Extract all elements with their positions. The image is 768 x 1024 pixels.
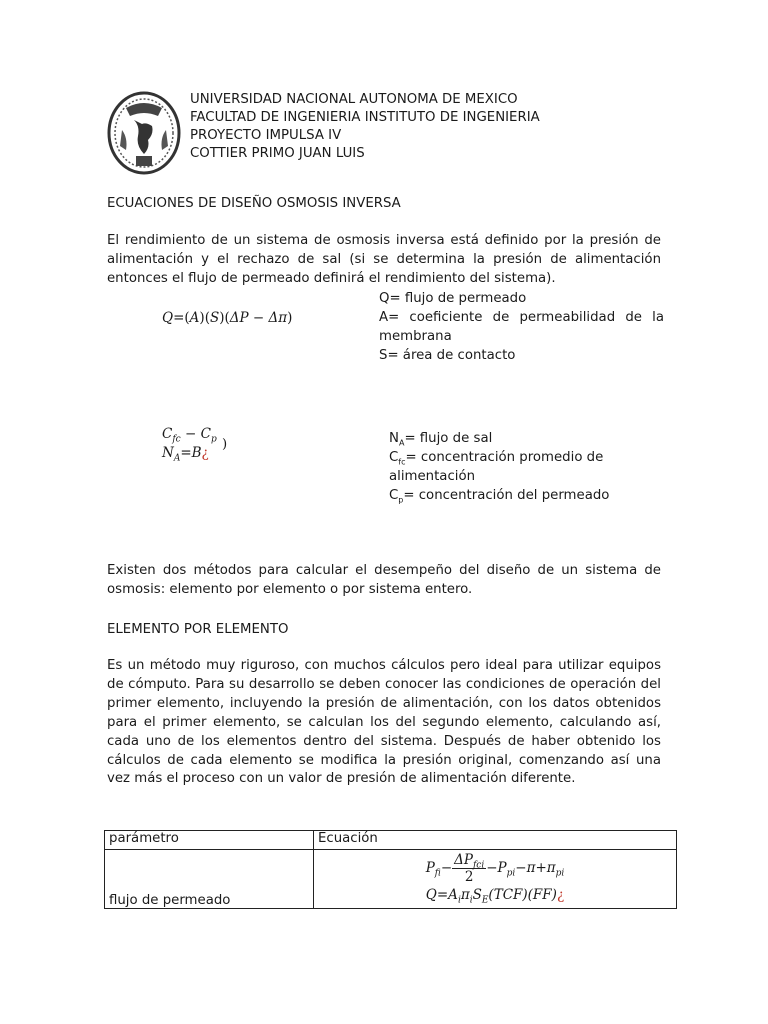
header-equation: Ecuación (314, 831, 677, 850)
header-project: PROYECTO IMPULSA IV (190, 128, 342, 143)
definition-cfc: $C_{fc}=$ concentración promedio de alimentación (389, 450, 604, 484)
definition-q: Q= flujo de permeado (379, 291, 527, 306)
definition-cp: $C_p=$ concentración del permeado (389, 488, 610, 505)
header-faculty: FACULTAD DE INGENIERIA INSTITUTO DE INGENIERIA (190, 110, 540, 125)
equation-paren: ) (222, 437, 228, 452)
header-parameter: parámetro (105, 831, 314, 850)
equation-salt-flux: $N_A=B¿$ (162, 445, 209, 464)
equation-permeate-flux: Q=(A)(S)(ΔP − Δπ) (162, 310, 293, 326)
header-university: UNIVERSIDAD NACIONAL AUTONOMA DE MEXICO (190, 92, 518, 107)
methods-paragraph: Existen dos métodos para calcular el desempeño del diseño de un sistema de osmosis: elemento por elemento o por sistema entero. (107, 563, 661, 597)
definition-s: S= área de contacto (379, 348, 516, 363)
equation-pressure: $P_{fi}-$ $\frac{\Delta P_{fci}}{2}$ $-P_{pi}-\pi+\pi_{pi}$ (425, 852, 565, 885)
param-permeate-flux: flujo de permeado (105, 850, 314, 909)
unam-seal-icon (106, 90, 182, 176)
method-paragraph: Es un método muy riguroso, con muchos cálculos pero ideal para utilizar equipos de cómputo. Para su desarrollo se deben conocer las condiciones de operación del primer elemento, incluyendo la presión de alimentación, con los datos obtenidos para el primer elemento, se calculan los del segundo elemento, calculando así, cada uno de los elementos dentro del sistema. Después de haber obtenido los cálculos de cada elemento se modifica la presión original, comenzando así una vez más el proceso con un valor de presión de alimentación diferente. (107, 658, 661, 787)
table-header-row (105, 831, 677, 850)
definition-a: A= coeficiente de permeabilidad de la membrana (379, 310, 664, 344)
parameters-table (104, 830, 677, 909)
section-title: ECUACIONES DE DISEÑO OSMOSIS INVERSA (107, 196, 401, 211)
table-row (105, 850, 677, 909)
subsection-title: ELEMENTO POR ELEMENTO (107, 622, 289, 637)
intro-paragraph: El rendimiento de un sistema de osmosis inversa está definido por la presión de alimentación y el rechazo de sal (si se determina la presión de alimentación entonces el flujo de permeado definirá el rendimiento del sistema). (107, 233, 661, 286)
equation-salt-flux-numerator: $C_{fc} - C_p$ (162, 426, 217, 445)
equation-cell (314, 850, 677, 909)
equation-q-flux: $Q=A_i\pi_iS_E(TCF)(FF)¿$ (425, 887, 565, 906)
definition-na: $N_A=$ flujo de sal (389, 431, 493, 448)
header-author: COTTIER PRIMO JUAN LUIS (190, 146, 365, 161)
